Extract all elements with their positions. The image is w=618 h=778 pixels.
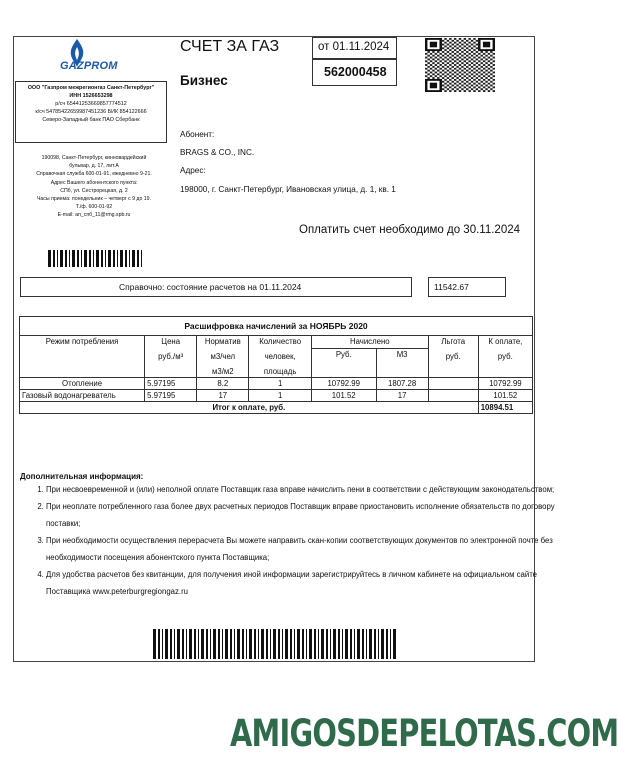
subscriber-name: BRAGS & CO., INC. [180,148,255,157]
supplier-name: ООО "Газпром межрегионгаз Санкт-Петербург" [27,85,155,91]
notes-list [14,481,561,600]
contact-line: Справочная служба 600-01-91, ежедневно 9-21. [36,171,152,178]
watermark: AMIGOSDEPELOTAS.COM [230,712,618,755]
notes-title: Дополнительная информация: [20,472,144,481]
invoice-number: 562000458 [312,59,397,86]
header-charged: Начислено [311,336,428,349]
list-item: 3. При необходимости осуществления перерасчета Вы можете направить скан-копии соответствующих документов по электронной почте без необходимости посещения абонентского пункта Поставщика; [46,532,561,566]
contact-info [20,154,168,220]
row-benefit [428,390,478,402]
header-benefit: Льгота руб. [428,336,478,378]
header-topay: К оплате, руб. [478,336,532,378]
charges-table-title: Расшифровка начислений за НОЯБРЬ 2020 [20,317,533,336]
contact-line: Т./ф. 600-01-92 [75,204,113,211]
list-item: 1. При несвоевременной и (или) неполной оплате Поставщик газа вправе начислить пени в соответствии с действующим законодательством; [46,481,561,498]
row-qty: 1 [249,390,312,402]
invoice-date: от 01.11.2024 [312,37,397,59]
row-norm: 8.2 [197,378,249,390]
address-label: Адрес: [180,166,206,175]
small-barcode [48,250,142,267]
list-item: 4. Для удобства расчетов без квитанции, для получения иной информации зарегистрируйтесь в личном кабинете на официальном сайте Поставщика www.peterburgregiongaz.ru [46,566,561,600]
contact-line: E-mail: ап_спб_11@rmg.spb.ru [57,212,131,219]
customer-category: Бизнес [180,73,228,88]
subscriber-address: 198000, г. Санкт-Петербург, Ивановская улица, д. 1, кв. 1 [180,185,396,194]
header-qty: Количество человек, площадь [249,336,312,378]
header-mode: Режим потребления [20,336,145,378]
total-value: 10894.51 [478,402,532,414]
supplier-details-box [15,81,167,143]
supplier-inn: ИНН 1526653298 [69,93,113,99]
reference-balance-value: 11542.67 [428,277,506,297]
contact-line: Адрес Вашего абонентского пункта: [50,179,138,186]
row-price: 5.97195 [145,390,197,402]
contact-line: 190098, Санкт-Петербург, кинновардейский [41,155,147,161]
row-rub: 10792.99 [311,378,376,390]
table-row [20,390,533,402]
total-label: Итог к оплате, руб. [20,402,479,414]
header-charged-m3: М3 [376,349,428,378]
contact-line: Часы приема: понедельник – четверг с 9 до 19. [36,196,152,203]
row-rub: 101.52 [311,390,376,402]
header-norm: Норматив м3/чел м3/м2 [197,336,249,378]
header-price: Цена руб./м³ [145,336,197,378]
gazprom-logo [60,38,140,74]
row-price: 5.97195 [145,378,197,390]
brand-name: GAZPROM [60,60,118,72]
row-topay: 10792.99 [478,378,532,390]
payment-deadline: Оплатить счет необходимо до 30.11.2024 [299,224,521,236]
row-mode: Отопление [20,378,145,390]
supplier-bank: Северо-Западный банк ПАО Сбербанк [42,117,140,123]
row-mode: Газовый водонагреватель [20,390,145,402]
row-norm: 17 [197,390,249,402]
contact-line: СПб, ул. Сестрорецкая, д. 2 [60,187,128,194]
qr-code [425,38,495,92]
table-row [20,378,533,390]
row-m3: 1807.28 [376,378,428,390]
supplier-corr-account: к/сч 54785422659987451236 БИК 854122666 [35,109,147,115]
subscriber-label: Абонент: [180,130,215,139]
reference-balance-label: Справочно: состояние расчетов на 01.11.2024 [20,277,412,297]
row-m3: 17 [376,390,428,402]
supplier-account: р/сч 65441253669857774512 [55,101,127,107]
invoice-title: СЧЕТ ЗА ГАЗ [180,38,280,55]
header-charged-rub: Руб. [311,349,376,378]
contact-line: бульвар, д. 17, лит.А [69,163,119,170]
list-item: 2. При неоплате потребленного газа более двух расчетных периодов Поставщик вправе приостановить исполнение обязательств по договору поставки; [46,498,561,532]
charges-table [19,316,533,414]
row-benefit [428,378,478,390]
payment-barcode [153,629,398,659]
row-topay: 101.52 [478,390,532,402]
row-qty: 1 [249,378,312,390]
